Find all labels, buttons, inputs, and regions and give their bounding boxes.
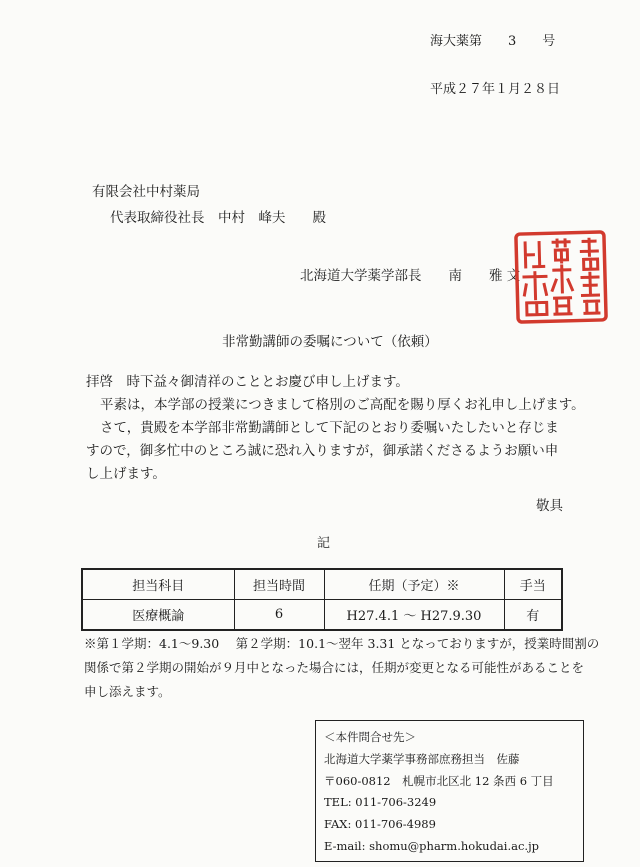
body-line: 拝啓 時下益々御清祥のこととお慶び申し上げます。 — [86, 374, 409, 390]
table-cell-hours: 6 — [234, 600, 324, 631]
recipient-company: 有限会社中村薬局 — [92, 184, 200, 200]
table-header-cell: 担当時間 — [234, 569, 324, 600]
contact-heading: ＜本件問合せ先＞ — [324, 730, 416, 744]
recipient-person: 代表取締役社長 中村 峰夫 殿 — [110, 210, 326, 226]
contact-department: 北海道大学薬学事務部庶務担当 佐藤 — [324, 752, 520, 766]
body-line: すので，御多忙中のところ誠に恐れ入りますが，御承諾くださるようお願い申 — [86, 443, 559, 459]
ki-heading: 記 — [317, 536, 331, 551]
official-seal-stamp — [513, 229, 609, 325]
sender-name: 北海道大学薬学部長 南 雅 文 — [300, 268, 521, 284]
body-line: さて，貴殿を本学部非常勤講師として下記のとおり委嘱いたしたいと存じま — [100, 420, 559, 436]
table-header-cell: 手当 — [504, 569, 562, 600]
contact-email: E-mail: shomu@pharm.hokudai.ac.jp — [324, 839, 540, 853]
body-line: し上げます。 — [86, 466, 166, 482]
table-header-cell: 担当科目 — [82, 569, 234, 600]
table-header-row — [82, 569, 562, 600]
document-date: 平成２７年１月２８日 — [430, 82, 561, 97]
body-line: 平素は，本学部の授業につきまして格別のご高配を賜り厚くお礼申し上げます。 — [100, 397, 585, 413]
table-cell-allowance: 有 — [504, 600, 562, 631]
table-row — [82, 600, 562, 631]
table-cell-term: H27.4.1 〜 H27.9.30 — [324, 600, 504, 631]
table-cell-subject: 医療概論 — [82, 600, 234, 631]
document-number: 海大薬第 3 号 — [430, 34, 556, 49]
contact-info-box — [315, 720, 584, 862]
footnote-line: 申し添えます。 — [84, 684, 171, 699]
letter-subject: 非常勤講師の委嘱について（依頼） — [222, 334, 438, 350]
contact-address: 〒060-0812 札幌市北区北 12 条西 6 丁目 — [324, 774, 554, 788]
table-header-cell: 任期（予定）※ — [324, 569, 504, 600]
contact-fax: FAX: 011-706-4989 — [324, 817, 436, 831]
contact-tel: TEL: 011-706-3249 — [324, 795, 437, 809]
assignment-table — [81, 568, 563, 631]
footnote-line: 関係で第２学期の開始が９月中となった場合には，任期が変更となる可能性があることを — [84, 660, 585, 675]
footnote-line: ※第１学期：4.1〜9.30 第２学期：10.1〜翌年 3.31 となっておりますが，授業時間割の — [84, 636, 600, 651]
closing-phrase: 敬具 — [536, 498, 563, 514]
